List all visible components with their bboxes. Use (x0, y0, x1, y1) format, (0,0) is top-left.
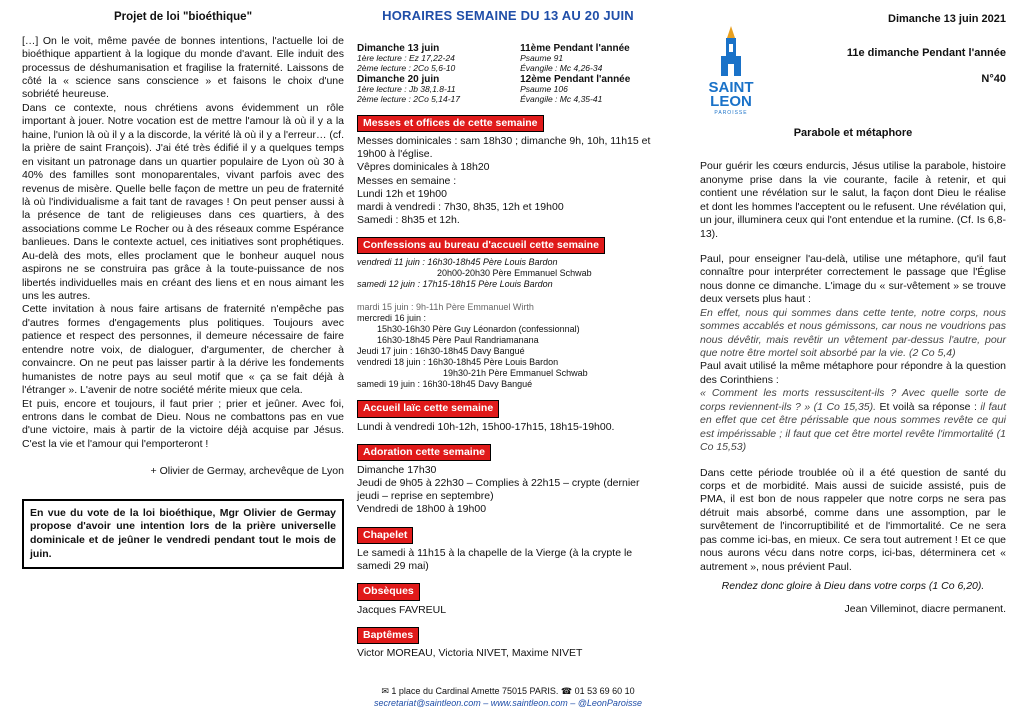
paragraph: Paul avait utilisé la même métaphore pour répondre à la question des Corinthiens : (700, 360, 1006, 386)
inline-text: Et voilà sa réponse : (876, 400, 981, 413)
info-line: Messes dominicales : sam 18h30 ; dimanche 9h, 10h, 11h15 et 19h00 à l'église. (357, 135, 651, 161)
readings-right (520, 43, 659, 105)
info-line: samedi 19 juin : 16h30-18h45 Davy Bangué (357, 379, 533, 390)
info-line: 20h00-20h30 Père Emmanuel Schwab (437, 268, 592, 279)
info-line: mercredi 16 juin : (357, 313, 427, 324)
gospel: Évangile : Mc 4,26-34 (520, 62, 603, 73)
schedule-title: HORAIRES SEMAINE DU 13 AU 20 JUIN (382, 8, 634, 23)
info-line: Samedi : 8h35 et 12h. (357, 213, 460, 226)
section-heading-adoration: Adoration cette semaine (357, 444, 491, 461)
masses-block (357, 135, 659, 227)
info-line: Vendredi de 18h00 à 19h00 (357, 503, 487, 516)
readings-left (357, 43, 514, 105)
info-line: Jeudi de 9h05 à 22h30 – Complies à 22h15 – crypte (dernier jeudi – reprise en septembre) (357, 477, 640, 503)
section-heading-confessions: Confessions au bureau d'accueil cette semaine (357, 237, 605, 254)
right-column (700, 8, 1006, 617)
paragraph: Paul, pour enseigner l'au-delà, utilise une métaphore, qu'il faut connaître pour interpréter correctement le passage que l'Église nous donne ce dimanche. L'image du « sur-vêtement » se trouve deux versets plus haut : (700, 252, 1006, 306)
contact-links[interactable]: secretariat@saintleon.com – www.saintleon.com – @LeonParoisse (374, 698, 642, 709)
reading: 2ème lecture : 2Co 5,6-10 (357, 62, 456, 73)
logo-paroisse: PAROISSE (714, 109, 748, 116)
psalm: Psaume 106 (520, 84, 568, 95)
adoration-block (357, 464, 659, 517)
info-line: vendredi 11 juin : 16h30-18h45 Père Louis Bardon (357, 257, 558, 268)
bulletin-date: Dimanche 13 juin 2021 (888, 13, 1006, 25)
section-heading-obseques: Obsèques (357, 583, 420, 600)
section-heading-baptemes: Baptêmes (357, 627, 419, 644)
info-line: 15h30-16h30 Père Guy Léonardon (confessionnal) (377, 324, 580, 335)
paragraph: Dans cette période troublée où il a été question de santé du corps et de morbidité. Mais aussi de suicide assisté, puis de PMA, il est bon de nous rappeler que notre corps ne sera pas détruit mais absorbé, comme dans une assomption, par le survêtement de l'incorruptibilité et de l'immortalité. Ce ne sera pas comme ici-bas, en mieux. Ce sera tout autrement ! Et ce que nous aurons vécu dans notre corps, ici-bas, déterminera cet « autrement », nous prévient Paul. (700, 466, 1006, 573)
info-line: Jacques FAVREUL (357, 603, 447, 616)
info-line: Jeudi 17 juin : 16h30-18h45 Davy Bangué (357, 346, 525, 357)
quote: En effet, nous qui sommes dans cette tente, notre corps, nous sommes accablés et nous gémissons, car nous ne voudrions pas nous dévêtir, mais revêtir un vêtement par-dessus l'autre, pour que notre être mortel soit absorbé par la vie. (2 Co 5,4) (700, 306, 1006, 359)
info-line: 19h30-21h Père Emmanuel Schwab (443, 368, 588, 379)
confessions-block (357, 257, 659, 390)
prayer-box: En vue du vote de la loi bioéthique, Mgr Olivier de Germay propose d'avoir une intention lors de la prière universelle dominicale et de jeûner le vendredi pendant tout le mois de juin. (22, 499, 344, 570)
info-line: samedi 12 juin : 17h15-18h15 Père Louis Bardon (357, 279, 553, 290)
paragraph: Pour guérir les cœurs endurcis, Jésus utilise la parabole, histoire anonyme prise dans la vie courante, facile à retenir, et qui contient une révélation sur le salut, la façon dont Dieu le réalise et dont les hommes l'acceptent ou le refusent. Une révélation qui, un jour, illuminera ceux qui l'ont entendue et la rumine. (Cf. Is 6,8-13). (700, 160, 1006, 240)
info-line: Messes en semaine : (357, 174, 457, 187)
info-line: Dimanche 17h30 (357, 464, 437, 477)
quote: « Comment les morts ressuscitent-ils ? Avec quelle sorte de corps reviennent-ils ? » (1 Co 15,35). (700, 387, 1006, 413)
signature: Jean Villeminot, diacre permanent. (844, 603, 1006, 616)
left-column (22, 8, 344, 569)
sunday-date: Dimanche 13 juin (357, 42, 440, 54)
paragraph: […] On le voit, même pavée de bonnes intentions, l'actuelle loi de bioéthique appartient à la logique du monde d'avant. Elle induit des processus de déshumanisation et fragilise la fraternité. Laissons de côté la « science sans conscience » et faisons le choix d'une sobriété heureuse. (22, 34, 344, 101)
article-title: Projet de loi "bioéthique" (113, 11, 253, 23)
signature: + Olivier de Germay, archevêque de Lyon (150, 465, 344, 478)
info-line: vendredi 18 juin : 16h30-18h45 Père Louis Bardon (357, 357, 559, 368)
logo-leon: LEON (710, 93, 752, 111)
section-heading-accueil: Accueil laïc cette semaine (357, 400, 499, 417)
reading: 1ère lecture : Ez 17,22-24 (357, 53, 455, 64)
info-line: Vêpres dominicales à 18h20 (357, 161, 490, 174)
liturgical-sunday: 11e dimanche Pendant l'année (846, 47, 1006, 60)
logo-saint: SAINT (708, 79, 754, 96)
reading: 1ère lecture : Jb 38,1.8-11 (357, 84, 456, 95)
gospel: Évangile : Mc 4,35-41 (520, 93, 603, 104)
info-line: Victor MOREAU, Victoria NIVET, Maxime NIVET (357, 647, 583, 660)
closing-quote: Rendez donc gloire à Dieu dans votre corps (1 Co 6,20). (721, 580, 985, 592)
contact-footer (357, 685, 659, 709)
reading: 2ème lecture : 2Co 5,14-17 (357, 93, 461, 104)
paragraph: Et puis, encore et toujours, il faut prier ; prier et jeûner. Avec foi, entrons dans le combat de Dieu. Nous ne combattons pas en vue d'une victoire, mais à partir de la victoire déjà acquise par Jésus. C'est la vie et l'amour qui l'emporteront ! (22, 397, 344, 450)
info-line: Lundi 12h et 19h00 (357, 187, 447, 200)
section-heading-chapelet: Chapelet (357, 527, 413, 544)
section-heading-masses: Messes et offices de cette semaine (357, 115, 544, 132)
info-line: 16h30-18h45 Père Paul Randriamanana (377, 335, 539, 346)
info-line: mardi 15 juin : 9h-11h Père Emmanuel Wirth (357, 302, 534, 313)
info-line: mardi à vendredi : 7h30, 8h35, 12h et 19h00 (357, 200, 564, 213)
liturgical-week: 12ème Pendant l'année (520, 73, 631, 85)
article-title: Parabole et métaphore (793, 127, 913, 140)
info-line: Le samedi à 11h15 à la chapelle de la Vierge (à la crypte le samedi 29 mai) (357, 547, 633, 573)
issue-number: N°40 (981, 73, 1006, 86)
paragraph: Cette invitation à nous faire artisans de fraternité n'empêche pas d'autres formes d'engagements plus politiques. Toujours avec patience et respect des personnes, il demeure nécessaire de faire entendre notre voix, de dialoguer, d'argumenter, de chercher à convaincre. On ne peut pas laisser partir à la dérive les fondements humanistes de notre pays au seul motif que « ça se fait déjà à l'étranger ». L'avenir de notre société mérite mieux que cela. (22, 303, 344, 397)
address-line: ✉ 1 place du Cardinal Amette 75015 PARIS. ☎ 01 53 69 60 10 (381, 686, 635, 696)
liturgical-week: 11ème Pendant l'année (520, 42, 630, 54)
sunday-date: Dimanche 20 juin (357, 73, 440, 85)
quote: il faut en effet que cet être périssable que nous sommes revête ce qui est impérissable ; il faut que cet être mortel revête l'immortalité (1 Co 15,53) (700, 400, 1006, 454)
info-line: Lundi à vendredi 10h-12h, 15h00-17h15, 18h15-19h00. (357, 420, 615, 433)
middle-column (357, 8, 659, 660)
quote-paragraph (700, 387, 1006, 454)
psalm: Psaume 91 (520, 53, 564, 64)
paragraph: Dans ce contexte, nous chrétiens avons évidemment un rôle important à jouer. Notre vocation est de mettre l'amour là où il y a la haine, l'union là où il y a la discorde, la vérité là où il y a l'erreur… (cf. la prière de saint François). J'ai été très édifié il y a quelques temps en visitant un patronage dans un quartier populaire de Lyon où 30 à 40% des familles sont monoparentales, vivant parfois avec des revenus de misère. Quelle belle façon de mettre un peu de fraternité là où l'individualisme a fait tant de ravages ! On peut penser aussi à la présence de tant de religieuses dans ces quartiers, à des associations comme Le Rocher ou à des réseaux comme Espérance banlieues. Dans le contexte actuel, ces initiatives sont prophétiques. Au-delà des mots, elles proclament que le bonheur auquel nous aspirons ne se construira pas grâce à la toute-puissance de nos libertés individuelles mais en créant des liens et en nous aimant les uns les autres. (22, 101, 344, 303)
readings-block (357, 43, 659, 105)
